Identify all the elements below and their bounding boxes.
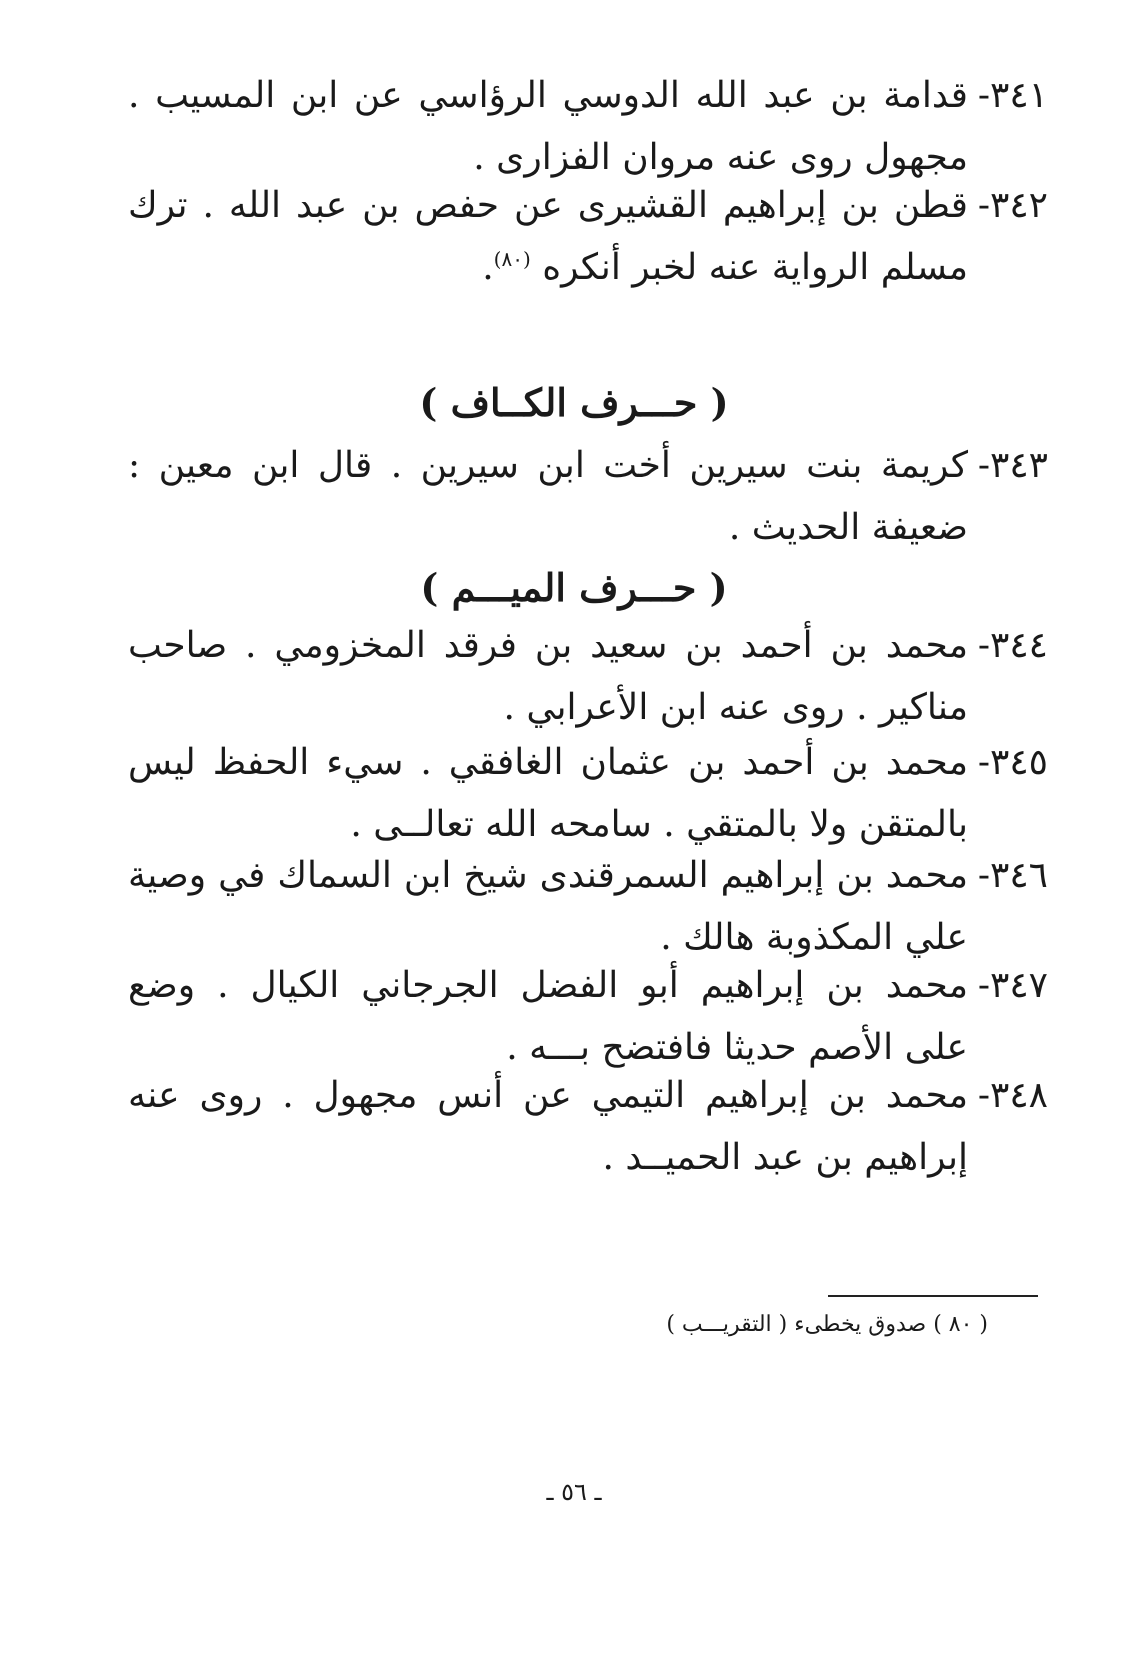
section-heading-kaf: ( حـــرف الكــاف ) — [419, 380, 729, 425]
entry-text-line: قطن بن إبراهيم القشيرى عن حفص بن عبد الله . ترك — [128, 185, 968, 226]
entry-number: ٣٤٥- — [977, 742, 1048, 783]
entry-text-line — [482, 247, 968, 288]
entry-text-line: ضعيفة الحديث . — [728, 507, 968, 548]
entry-text-line: محمد بن إبراهيم أبو الفضل الجرجاني الكيال . وضع — [128, 965, 968, 1006]
entry-text-line: محمد بن إبراهيم التيمي عن أنس مجهول . روى عنه — [128, 1075, 968, 1116]
entry-text-line: إبراهيم بن عبد الحميــد . — [602, 1137, 968, 1178]
entry-number: ٣٤٢- — [977, 185, 1048, 226]
entry-text-line: محمد بن أحمد بن عثمان الغافقي . سيء الحفظ ليس — [128, 742, 968, 783]
entry-text-line: علي المكذوبة هالك . — [660, 917, 968, 958]
entry-text-line: قدامة بن عبد الله الدوسي الرؤاسي عن ابن المسيب . — [128, 75, 968, 116]
entry-number: ٣٤٧- — [977, 965, 1048, 1006]
section-heading-mim: ( حـــرف الميـــم ) — [420, 565, 728, 610]
entry-text-line: على الأصم حديثا فافتضح بـــه . — [506, 1027, 968, 1068]
page-number: ـ ٥٦ ـ — [546, 1478, 602, 1506]
entry-text-line: محمد بن إبراهيم السمرقندى شيخ ابن السماك في وصية — [128, 855, 968, 896]
entry-text-fragment: مسلم الرواية عنه لخبر أنكره — [542, 247, 968, 288]
entry-number: ٣٤٦- — [977, 855, 1048, 896]
footnote-reference[interactable]: (٨٠) — [493, 247, 531, 271]
entry-text-line: محمد بن أحمد بن سعيد بن فرقد المخزومي . صاحب — [128, 625, 968, 666]
footnote-separator — [828, 1295, 1038, 1297]
entry-text-line: مجهول روى عنه مروان الفزارى . — [473, 137, 968, 178]
footnote-80: ( ٨٠ ) صدوق يخطىء ( التقريـــب ) — [666, 1312, 988, 1337]
entry-number: ٣٤٣- — [977, 445, 1048, 486]
entry-number: ٣٤٤- — [977, 625, 1048, 666]
entry-text-line: مناكير . روى عنه ابن الأعرابي . — [503, 687, 968, 728]
entry-text-line: كريمة بنت سيرين أخت ابن سيرين . قال ابن معين : — [128, 445, 968, 486]
entry-text-line: بالمتقن ولا بالمتقي . سامحه الله تعالــى . — [350, 804, 968, 845]
entry-number: ٣٤١- — [977, 75, 1048, 116]
entry-number: ٣٤٨- — [977, 1075, 1048, 1116]
entry-text-fragment: . — [482, 247, 494, 288]
